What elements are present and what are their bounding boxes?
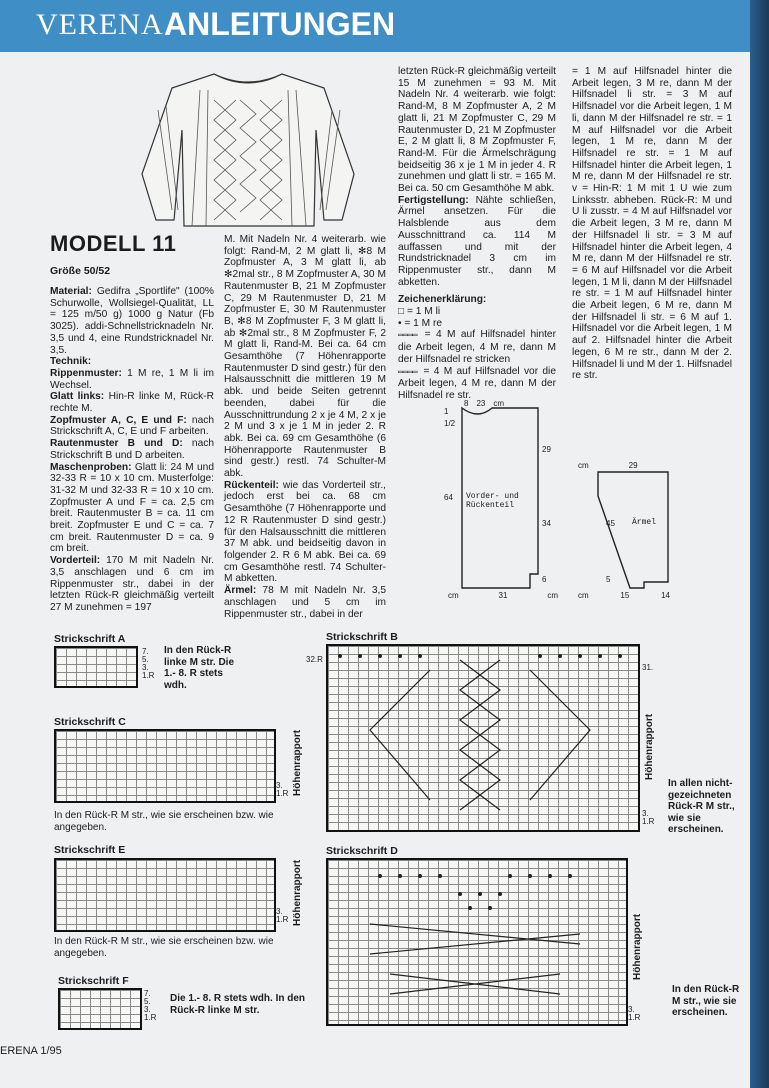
chart-b-note: In allen nicht-gezeichneten Rück-R M str., wie sie erscheinen. — [668, 778, 735, 835]
schematic-sleeve-height: 45 — [606, 519, 615, 528]
legend-item: ▭▭▭▭ = 4 M auf Hilfsnadel vor die Arbeit legen, 4 M re, dann M der Hilfsnadel re str. — [398, 365, 556, 401]
chart-d-cables — [330, 864, 622, 1018]
schematic-sleeve-top-dims: cm 29 — [578, 461, 638, 470]
schematic-sleeve — [584, 460, 680, 600]
chart-f-grid — [58, 988, 142, 1030]
chart-e-note: In den Rück-R M str., wie sie erscheinen bzw. wie angegeben. — [54, 936, 274, 959]
legend-item: ▭▭▭▭ = 4 M auf Hilfsnadel hinter die Arbeit legen, 4 M re, dann M der Hilfsnadel re stricken — [398, 329, 556, 365]
schematic-front-r1: 29 — [542, 445, 551, 454]
legend-text: = 1 M auf Hilfsnadel hinter die Arbeit legen, 3 M re, dann M der Hilfsnadel li str. = 3 M auf Hilfsnadel vor die Arbeit legen, 1 M li, dann M der Hilfsnadel re str. = 1 M auf Hilfsnadel vor die Arbeit legen, 1 M re, dann M der Hilfsnadel re str. = 1 M auf Hilfsnadel hinter die Arbeit legen, 1 M re, dann M der Hilfsnadel re str. v = Hin-R: 1 M mit 1 U wie zum Linksstr. abheben. Rück-R: M und U li zusstr. = 4 M auf Hilfsnadel vor die Arbeit legen, 3 M re, dann M der Hilfsnadel li str. = 3 M auf Hilfsnadel hinter die Arbeit legen, 4 M re, dann M der Hilfsnadel re str. = 6 M auf Hilfsnadel vor die Arbeit legen, 1 M li, dann M der Hilfsnadel re str. = 1 M auf Hilfsnadel hinter die Arbeit legen, 6 M re, dann M der Hilfsnadel li str. = 6 M auf 1. Hilfsnadel vor die Arbeit legen, 1 M auf 2. Hilfsnadel hinter die Arbeit legen, 6 M re str., dann M der 2. Hilfsnadel li und M der 1. Hilfsnadel re str. — [572, 66, 732, 382]
instruction-paragraph: Rautenmuster B und D: nach Strickschrift B und D arbeiten. — [50, 438, 214, 461]
chart-a-title: Strickschrift A — [54, 633, 126, 645]
model-title: MODELL 11 — [50, 231, 177, 256]
section-title: ANLEITUNGEN — [164, 6, 396, 42]
instructions-column-2 — [224, 234, 386, 620]
chart-d-title: Strickschrift D — [326, 845, 398, 857]
chart-c-title: Strickschrift C — [54, 716, 126, 728]
instruction-paragraph: Fertigstellung: Nähte schließen, Ärmel ansetzen. Für die Halsblende aus dem Ausschnittrand ca. 114 M auffassen und mit der Rundstricknadel 3 cm im Rippenmuster str., dann M abketten. — [398, 194, 556, 288]
chart-d-side: Höhenrapport — [632, 913, 643, 980]
cable-symbol-icon: ▭▭▭▭ — [398, 367, 424, 377]
chart-c-row-labels: 3. 1.R — [276, 781, 289, 798]
schematic-front-height: 64 — [444, 493, 453, 502]
chart-c-grid — [54, 729, 276, 803]
schematic-front-label: Vorder- und Rückenteil — [466, 492, 519, 510]
instruction-paragraph: Maschenproben: Glatt li: 24 M und 32-33 R = 10 x 10 cm. Musterfolge: 31-32 M und 32-33 R = 10 x 10 cm. Zopfmuster A und F = ca. 2,5 cm breit. Rautenmuster B = ca. 11 cm breit. Zopfmuster E und C = ca. 7 cm breit. Rautenmuster D = ca. 9 cm breit. — [50, 461, 214, 555]
chart-d-note: In den Rück-R M str., wie sie erscheinen. — [672, 984, 740, 1018]
chart-f-title: Strickschrift F — [58, 975, 129, 987]
instruction-paragraph: Rippenmuster: 1 M re, 1 M li im Wechsel. — [50, 367, 214, 391]
chart-e-grid — [54, 858, 276, 932]
schematic-front-top-dims: 8 23 cm — [464, 399, 505, 408]
schematic-front-r2: 34 — [542, 519, 551, 528]
chart-b-side: Höhenrapport — [644, 713, 655, 780]
instruction-paragraph: Glatt links: Hin-R linke M, Rück-R rechte M. — [50, 391, 214, 415]
schematic-sleeve-label: Ärmel — [632, 518, 657, 527]
legend-item: □ = 1 M li — [398, 306, 441, 318]
chart-e-side: Höhenrapport — [292, 859, 303, 926]
cable-symbol-icon: ▭▭▭▭ — [398, 331, 425, 341]
model-size: Größe 50/52 — [50, 265, 111, 277]
chart-b-row-right: 31. — [642, 663, 654, 672]
schematic-front-r3: 6 — [542, 575, 547, 584]
sweater-illustration — [136, 70, 360, 230]
chart-e-row-labels: 3. 1.R — [276, 907, 289, 924]
instruction-paragraph: Zopfmuster A, C, E und F: nach Strickschrift A, C, E und F arbeiten. — [50, 414, 215, 438]
chart-b-title: Strickschrift B — [326, 631, 398, 643]
page-footer: ERENA 1/95 — [0, 1045, 62, 1057]
schematic-front-side-num: 1 — [444, 407, 449, 416]
chart-a-note: In den Rück-R linke M str. Die 1.- 8. R stets wdh. — [164, 645, 235, 691]
instruction-paragraph: letzten Rück-R gleichmäßig verteilt 15 M zunehmen = 93 M. Mit Nadeln Nr. 4 weiterarb. wie folgt: Rand-M, 8 M Zopfmuster A, 2 M glatt li, 21 M Zopfmuster C, 29 M Rautenmuster D, 21 M Zopfmuster E, 2 M glatt li, 8 M Zopfmuster F, Rand-M. Für die Ärmelschrägung beidseitig 36 x je 1 M in jeder 4. R zunehmen und glatt li str. = 165 M. Bei ca. 50 cm Gesamthöhe M abk. — [398, 66, 556, 195]
chart-b-row-labels: 3. 1.R — [642, 809, 655, 826]
chart-d-row-labels: 3. 1.R — [628, 1005, 641, 1022]
chart-f-row-labels: 7. 5. 3. 1.R — [144, 989, 157, 1022]
chart-a-grid — [54, 646, 138, 688]
legend-column — [572, 66, 732, 382]
instruction-paragraph: M. Mit Nadeln Nr. 4 weiterarb. wie folgt: Rand-M, 2 M glatt li, ✻8 M Zopfmuster A, 3 M glatt li, ab ✻2mal str., 8 M Zopfmuster A, 30 M Rautenmuster B, 21 M Zopfmuster C, 29 M Rautenmuster D, 21 M Zopfmuster E, 30 M Rautenmuster B, ✻8 M Zopfmuster F, 3 M glatt li, ab ✻2mal str., 8 M Zopfmuster F, 2 M glatt li, Rand-M. Bei ca. 64 cm Gesamthöhe (7 Höhenrapporte Rautenmuster D sind gestr.) für den Halsausschnitt die mittleren 19 M abk. und beide Seiten getrennt beenden, dabei für die Ausschnittrundung 2 x je 4 M, 2 x je 2 M und 3 x je 1 M in jeder 2. R abk. Bei ca. 69 cm Gesamthöhe (6 Höhenrapporte Rautenmuster B sind gestr.) restl. 74 Schulter-M abk. — [224, 234, 386, 480]
instruction-paragraph: Technik: — [50, 356, 92, 368]
instructions-column-1 — [50, 286, 214, 614]
header-banner — [0, 0, 750, 52]
instruction-paragraph: Rückenteil: wie das Vorderteil str., jedoch erst bei ca. 68 cm Gesamthöhe (7 Höhenrapporte und 12 R Rautenmuster D sind gestr.) für den Halsausschnitt die mittleren 37 M abk. und beidseitig davon in folgender 2. R 6 M abk. Bei ca. 69 cm Gesamthöhe restl. 74 Schulter-M abketten. — [224, 479, 386, 585]
chart-c-side: Höhenrapport — [292, 729, 303, 796]
legend-title: Zeichenerklärung: — [398, 294, 487, 306]
chart-f-note: Die 1.- 8. R stets wdh. In den Rück-R linke M str. — [170, 993, 306, 1016]
instructions-column-3 — [398, 66, 556, 402]
brand-name: VERENA — [36, 8, 164, 41]
instruction-paragraph: Material: Gedifra „Sportlife" (100% Schurwolle, Wollsiegel-Qualität, LL = 125 m/50 g) 1000 g Natur (Fb 3025). addi-Schnellstricknadeln Nr. 3,5 und 4, eine Rundstricknadel Nr. 3,5. — [50, 286, 214, 356]
page-edge — [750, 0, 769, 1088]
instruction-paragraph: Ärmel: 78 M mit Nadeln Nr. 3,5 anschlagen und 5 cm im Rippenmuster str., dabei in der — [224, 585, 386, 620]
schematic-sleeve-bottom-dims: cm 15 14 — [578, 591, 670, 600]
schematic-front-bottom-dims: cm 31 cm — [448, 591, 558, 600]
chart-e-title: Strickschrift E — [54, 844, 126, 856]
chart-c-note: In den Rück-R M str., wie sie erscheinen bzw. wie angegeben. — [54, 810, 274, 833]
instruction-paragraph: Vorderteil: 170 M mit Nadeln Nr. 3,5 anschlagen und 6 cm im Rippenmuster str., dabei in der letzten Rück-R gleichmäßig verteilt 27 M zunehmen = 197 — [50, 555, 214, 613]
chart-b-row-top: 32.R — [306, 655, 323, 664]
schematic-sleeve-cuff: 5 — [606, 575, 611, 584]
chart-a-row-labels: 7. 5. 3. 1.R — [142, 647, 155, 680]
schematic-front-half: 1/2 — [444, 419, 456, 428]
legend-item: • = 1 M re — [398, 317, 443, 329]
chart-b-cables — [330, 650, 634, 822]
